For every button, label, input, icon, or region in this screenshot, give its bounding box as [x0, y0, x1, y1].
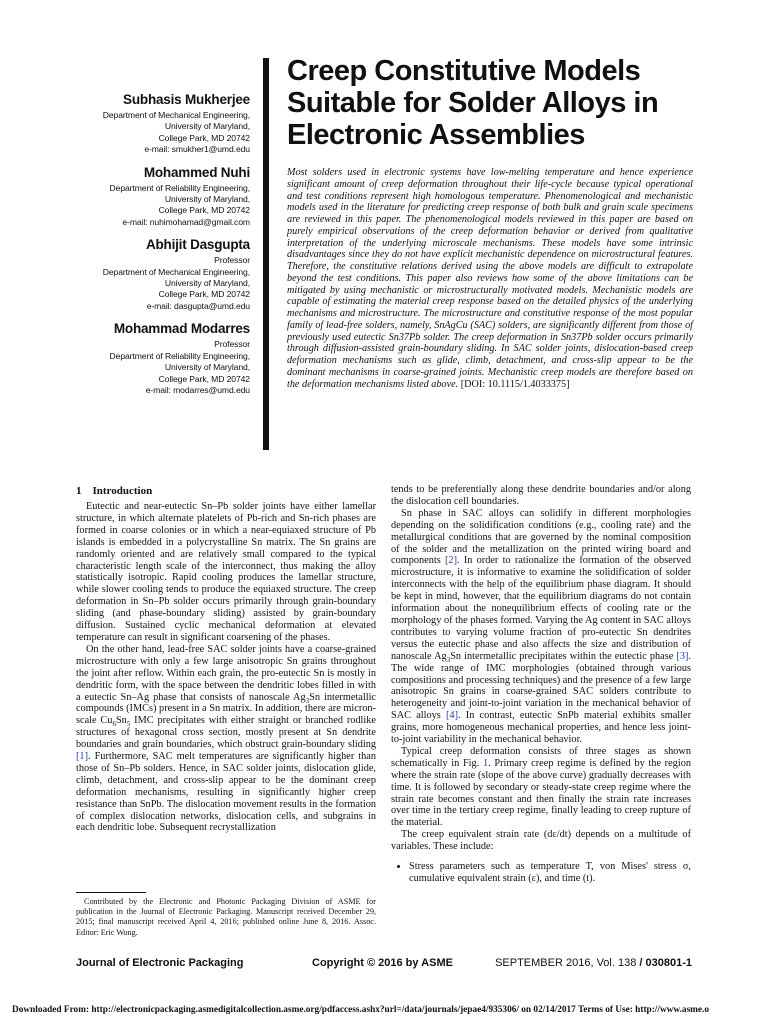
author-name: Mohammad Modarres — [113, 321, 250, 337]
author-block — [60, 92, 250, 156]
text-run: Sn — [115, 715, 127, 727]
body-paragraph — [391, 746, 691, 829]
footer-separator: / — [636, 957, 646, 969]
author-affiliation-line: Department of Mechanical Engineering, — [102, 110, 250, 120]
text-run: Sn intermetallic compounds (IMCs) present in a Sn matrix. In addition, there are micron-scale Cu — [76, 691, 377, 727]
text-run: Typical creep deformation consists of three stages as shown schematically in Fig. — [391, 745, 691, 769]
title-line: Electronic Assemblies — [287, 119, 585, 151]
author-email: e-mail: dasgupta@umd.edu — [146, 300, 250, 311]
left-column — [76, 484, 376, 834]
text-run: . In contrast, eutectic SnPb material exhibits smaller grains, more homogeneous mechanical properties, and hence less joint-to-joint variability in the mechanical behavior. — [391, 710, 692, 746]
author-affiliation-line: College Park, MD 20742 — [158, 132, 250, 143]
citation-link[interactable]: [1] — [76, 751, 89, 763]
text-run: . Primary creep regime is defined by the region where the strain rate (slope of the above curve) gradually decreases with time. It is followed by secondary or steady-state creep regime where the strain rate becomes constant and then finally the strain rate increases over time in the tertiary creep regime, finally leading to creep rupture of the material. — [391, 757, 691, 829]
footer-copyright: Copyright © 2016 by ASME — [312, 957, 453, 969]
text-run: . In order to rationalize the formation of the observed microstructure, it is informative to examine the solidification of solder interconnects with the help of the equilibrium phase diagram. It should be kept in mind, however, that the equilibrium diagrams do not contain information about the nonequilibrium effects of cooling rate or the morphology of the phases formed. Varying the Ag content in SAC alloys contributes to varying volume fraction of pro-eutectic Sn dendrites versus the eutectic phase and also affects the size and distribution of nanoscale Ag — [391, 555, 691, 662]
text-run: . The wide range of IMC morphologies (obtained through various compositions and processing techniques) and the presence of a few large anisotropic Sn grains in coarse-grained SAC solders contribute to heterogeneity and joint-to-joint variation in the mechanical behavior of SAC alloys — [391, 650, 691, 722]
subscript: 3 — [446, 655, 451, 664]
author-block — [60, 237, 250, 312]
footer-page-number: 030801-1 — [645, 957, 692, 969]
body-paragraph — [391, 508, 691, 746]
author-affiliation-line: University of Maryland, — [164, 278, 250, 289]
author-name: Abhijit Dasgupta — [145, 237, 250, 253]
text-run: . Furthermore, SAC melt temperatures are significantly higher than those of Sn–Pb solders. Hence, in SAC solder joints, dislocation glide, climb, detachment, and cross-slip appear to be the dominant creep deformation mechanisms, resulting in significantly higher creep resistance than SnPb. The dislocation movement results in the formation of complex dislocation networks, dislocation cells, and subgrains in each dendritic lobe. Subsequent recrystallization — [76, 751, 376, 834]
author-email: e-mail: modarres@umd.edu — [145, 384, 250, 395]
footnote-rule — [76, 892, 146, 893]
author-affiliation-line: College Park, MD 20742 — [158, 205, 250, 216]
page-footer — [76, 957, 692, 971]
author-affiliation-line: University of Maryland, — [164, 362, 250, 373]
right-column — [391, 484, 691, 885]
body-paragraph: The creep equivalent strain rate (dε/dt) depends on a multitude of variables. These include: — [391, 829, 691, 853]
body-paragraph: tends to be preferentially along these dendrite boundaries and/or along the dislocation cell boundaries. — [391, 484, 691, 507]
text-run: IMC precipitates with either straight or branched rodlike structures of hexagonal cross section, mostly present at Sn dendrite boundaries and grain boundaries, which obstruct grain-boundary sliding — [76, 715, 376, 751]
paper-title — [287, 55, 717, 151]
text-run: On the other hand, lead-free SAC solder joints have a coarse-grained microstructure with only a few large anisotropic Sn grains throughout the joint after reflow. Within each grain, the pro-eutectic Sn is mostly in dendritic form, with the space between the dendritic lobes filled in with a eutectic Sn–Ag phase that consists of nanoscale Ag — [76, 643, 376, 703]
download-notice: Downloaded From: http://electronicpackaging.asmedigitalcollection.asme.org/pdfaccess.ashx?url=/data/journals/jepae4/935306/ on 02/14/2017 Terms of Use: http://www.asme.o — [12, 1005, 710, 1015]
abstract-text: Most solders used in electronic systems have low-melting temperature and hence experience significant amount of creep deformation throughout their life-cycle because typical operational and test conditions represent high homologous temperature. Phenomenological and mechanistic models used in the literature for predicting creep response of both bulk and grain scale specimens are reviewed in this paper. The phenomenological models reviewed in this paper are based on purely empirical observations of the creep deformation behavior or derived from qualitative interpretation of the underlying microscale mechanisms. These models have some intrinsic disadvantages since they do not have explicit mechanistic dependence on microstructural features. Therefore, the constitutive relations derived using the above models are difficult to extrapolate beyond the test conditions. This paper also reviews how some of the above limitations can be mitigated by using mechanistic or microstructurally motivated models. Mechanistic models are capable of estimating the material creep response based on the detailed physics of the underlying mechanisms and microstructure. The microstructure and constitutive response of the most popular family of lead-free solders, namely, SnAgCu (SAC) solders, are significantly different from those of previously used eutectic Sn37Pb solder. The creep deformation in Sn37Pb solder occurs primarily through diffusion-assisted grain-boundary sliding. In SAC solder joints, dislocation-based creep deformation mechanisms such as glide, climb, detachment, and cross-slip appear to be the dominant mechanisms in coarse-grained joints. Mechanistic creep models are therefore based on the deformation mechanisms listed above. — [287, 167, 693, 390]
footer-journal: Journal of Electronic Packaging — [76, 957, 244, 969]
author-block — [60, 321, 250, 396]
body-paragraph: Eutectic and near-eutectic Sn–Pb solder joints have either lamellar structure, in which alternate platelets of Pb-rich and Sn-rich phases are formed in coarse colonies or in which a near-equiaxed structure of Pb islands is embedded in a polycrystalline Sn matrix. The Sn grains are randomly oriented and are relatively small compared to the typical characteristic length scale of the interconnect, thus making the alloy statistically isotropic. Rapid cooling produces the lamellar structure, while slower cooling tends to produce the equiaxed structure. The creep deformation in Sn–Pb solder occurs primarily through grain-boundary sliding (and phase-boundary sliding) assisted by grain-boundary diffusion. Sustained cyclic mechanical deformation at elevated temperature can result in significant coarsening of the phases. — [76, 501, 376, 643]
author-email: e-mail: nuhimohamad@gmail.com — [122, 216, 250, 227]
citation-link[interactable]: [3] — [676, 650, 689, 662]
author-affiliation-line: Department of Mechanical Engineering, — [102, 266, 250, 277]
title-line: Creep Constitutive Models — [287, 55, 641, 87]
author-email: e-mail: smukher1@umd.edu — [144, 144, 250, 155]
author-affiliation-line: Department of Reliability Engineering, — [109, 182, 250, 193]
section-title: Introduction — [92, 485, 153, 497]
author-block — [60, 165, 250, 229]
doi-link[interactable]: [DOI: 10.1115/1.4033375] — [460, 378, 570, 390]
citation-link[interactable]: [2] — [445, 555, 458, 567]
author-affiliation-line: College Park, MD 20742 — [158, 373, 250, 384]
figure-link[interactable]: 1 — [482, 757, 489, 769]
footnote: Contributed by the Electronic and Photonic Packaging Division of ASME for publication in the Journal of Electronic Packaging. Manuscript received December 29, 2015; final manuscript received April 4, 2016; published online June 8, 2016. Assoc. Editor: Eric Wong. — [76, 897, 376, 937]
author-list — [60, 92, 250, 405]
subscript: 5 — [126, 720, 131, 729]
author-name: Subhasis Mukherjee — [123, 92, 250, 107]
author-affiliation-line: University of Maryland, — [164, 121, 250, 132]
list-item: • Stress parameters such as temperature T, von Mises' stress σ, cumulative equivalent strain (ε), and time (t). — [409, 861, 691, 885]
section-heading — [76, 484, 376, 498]
author-affiliation-line: College Park, MD 20742 — [158, 289, 250, 300]
author-title: Professor — [214, 255, 250, 266]
author-title: Professor — [214, 339, 250, 350]
body-paragraph — [76, 644, 376, 835]
title-line: Suitable for Solder Alloys in — [287, 87, 659, 119]
text-run: Sn phase in SAC alloys can solidify in different morphologies depending on the solidification conditions (e.g., cooling rate) and the metallurgical conditions that are governed by the nominal composition of the solder and the metallization on the printed wiring board and components — [391, 507, 691, 567]
subscript: 6 — [112, 720, 116, 729]
title-rule — [263, 58, 269, 450]
author-affiliation-line: Department of Reliability Engineering, — [109, 350, 250, 361]
author-affiliation-line: University of Maryland, — [164, 194, 250, 205]
citation-link[interactable]: [4] — [446, 710, 459, 722]
bullet-list — [391, 861, 691, 885]
footer-issue — [495, 957, 692, 969]
author-name: Mohammed Nuhi — [143, 164, 250, 180]
footer-issue-text: SEPTEMBER 2016, Vol. 138 — [495, 957, 637, 969]
subscript: 3 — [305, 696, 310, 705]
abstract — [287, 167, 693, 390]
section-number: 1 — [76, 485, 82, 497]
text-run: Sn intermetallic precipitates within the eutectic phase — [450, 650, 677, 662]
